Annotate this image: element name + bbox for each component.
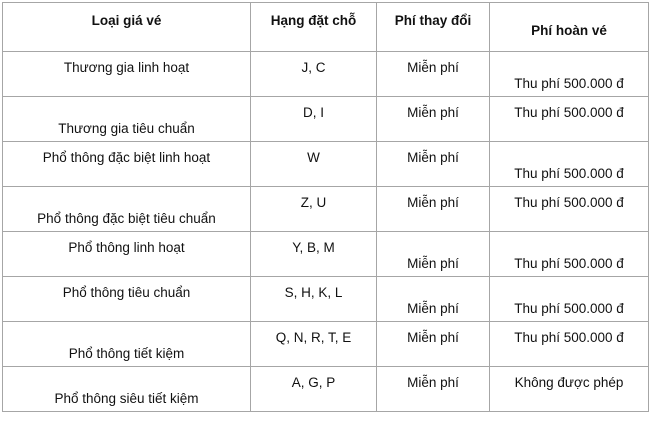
- table-row: [3, 232, 649, 277]
- cell-refund-fee: Thu phí 500.000 đ: [490, 52, 649, 97]
- cell-booking-class: Q, N, R, T, E: [251, 322, 377, 367]
- table-row: [3, 142, 649, 187]
- table-row: [3, 52, 649, 97]
- cell-change-fee: Miễn phí: [377, 367, 490, 412]
- cell-booking-class: A, G, P: [251, 367, 377, 412]
- cell-fare-type: Phổ thông linh hoạt: [3, 232, 251, 277]
- cell-booking-class: W: [251, 142, 377, 187]
- header-booking-class: Hạng đặt chỗ: [251, 3, 377, 52]
- cell-change-fee: Miễn phí: [377, 97, 490, 142]
- cell-refund-fee: Thu phí 500.000 đ: [490, 97, 649, 142]
- table-row: [3, 322, 649, 367]
- cell-fare-type: Phổ thông đặc biệt tiêu chuẩn: [3, 187, 251, 232]
- cell-fare-type: Phổ thông siêu tiết kiệm: [3, 367, 251, 412]
- cell-fare-type: Thương gia linh hoạt: [3, 52, 251, 97]
- cell-booking-class: D, I: [251, 97, 377, 142]
- table-row: [3, 277, 649, 322]
- cell-change-fee: Miễn phí: [377, 142, 490, 187]
- cell-refund-fee: Thu phí 500.000 đ: [490, 322, 649, 367]
- cell-fare-type: Phổ thông tiết kiệm: [3, 322, 251, 367]
- table-row: [3, 367, 649, 412]
- cell-refund-fee: Thu phí 500.000 đ: [490, 142, 649, 187]
- cell-refund-fee: Thu phí 500.000 đ: [490, 187, 649, 232]
- cell-booking-class: Y, B, M: [251, 232, 377, 277]
- cell-change-fee: Miễn phí: [377, 277, 490, 322]
- fare-conditions-table: [2, 2, 649, 412]
- table-row: [3, 187, 649, 232]
- table-header-row: [3, 3, 649, 52]
- cell-fare-type: Phổ thông đặc biệt linh hoạt: [3, 142, 251, 187]
- header-refund-fee: Phí hoàn vé: [490, 3, 649, 52]
- header-change-fee: Phí thay đổi: [377, 3, 490, 52]
- table-row: [3, 97, 649, 142]
- cell-fare-type: Thương gia tiêu chuẩn: [3, 97, 251, 142]
- cell-refund-fee: Thu phí 500.000 đ: [490, 232, 649, 277]
- cell-booking-class: J, C: [251, 52, 377, 97]
- cell-change-fee: Miễn phí: [377, 232, 490, 277]
- cell-change-fee: Miễn phí: [377, 52, 490, 97]
- cell-change-fee: Miễn phí: [377, 322, 490, 367]
- cell-refund-fee: Không được phép: [490, 367, 649, 412]
- cell-booking-class: S, H, K, L: [251, 277, 377, 322]
- header-fare-type: Loại giá vé: [3, 3, 251, 52]
- cell-fare-type: Phổ thông tiêu chuẩn: [3, 277, 251, 322]
- cell-refund-fee: Thu phí 500.000 đ: [490, 277, 649, 322]
- cell-change-fee: Miễn phí: [377, 187, 490, 232]
- cell-booking-class: Z, U: [251, 187, 377, 232]
